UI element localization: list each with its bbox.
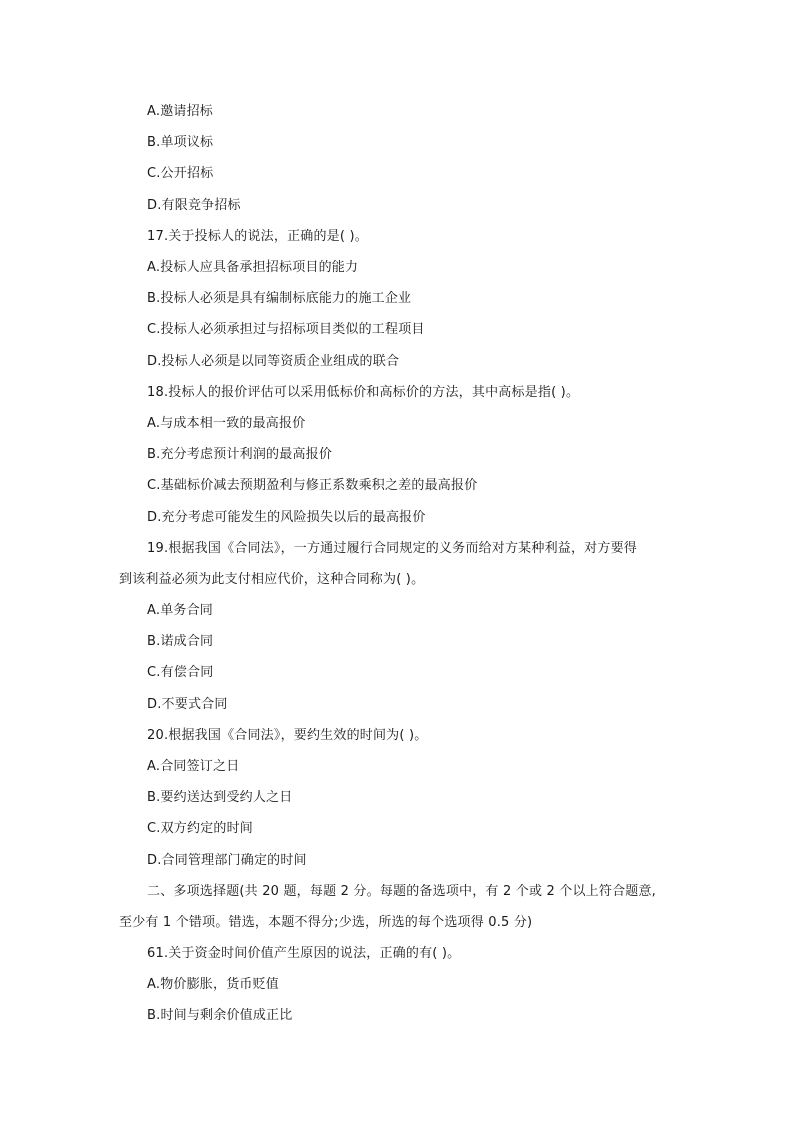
q16-option-a: A.邀请招标 [147, 104, 213, 119]
q20-stem: 20.根据我国《合同法》，要约生效的时间为( )。 [147, 728, 428, 743]
q16-option-d: D.有限竞争招标 [147, 198, 241, 213]
q17-option-b: B.投标人必须是具有编制标底能力的施工企业 [147, 291, 412, 306]
q20-option-b: B.要约送达到受约人之日 [147, 790, 293, 805]
q18-option-a: A.与成本相一致的最高报价 [147, 416, 306, 431]
q20-option-c: C.双方约定的时间 [147, 821, 254, 836]
q16-option-c: C.公开招标 [147, 166, 214, 181]
section2-heading-line2: 至少有 1 个错项。错选，本题不得分;少选，所选的每个选项得 0.5 分) [119, 915, 533, 930]
q19-stem-line2: 到该利益必须为此支付相应代价，这种合同称为( )。 [119, 572, 425, 587]
q19-stem-line1: 19.根据我国《合同法》，一方通过履行合同规定的义务而给对方某种利益，对方要得 [147, 541, 637, 556]
q17-stem: 17.关于投标人的说法，正确的是( )。 [147, 229, 368, 244]
q20-option-a: A.合同签订之日 [147, 759, 240, 774]
q61-option-b: B.时间与剩余价值成正比 [147, 1008, 293, 1023]
q61-option-a: A.物价膨胀，货币贬值 [147, 977, 279, 992]
q19-option-c: C.有偿合同 [147, 665, 214, 680]
q16-option-b: B.单项议标 [147, 135, 214, 150]
q19-option-b: B.诺成合同 [147, 634, 214, 649]
q19-option-a: A.单务合同 [147, 603, 213, 618]
q18-stem: 18.投标人的报价评估可以采用低标价和高标价的方法，其中高标是指( )。 [147, 385, 580, 400]
q20-option-d: D.合同管理部门确定的时间 [147, 853, 307, 868]
q18-option-d: D.充分考虑可能发生的风险损失以后的最高报价 [147, 510, 426, 525]
q17-option-c: C.投标人必须承担过与招标项目类似的工程项目 [147, 322, 425, 337]
q18-option-b: B.充分考虑预计利润的最高报价 [147, 447, 333, 462]
q19-option-d: D.不要式合同 [147, 697, 228, 712]
q17-option-a: A.投标人应具备承担招标项目的能力 [147, 260, 359, 275]
q17-option-d: D.投标人必须是以同等资质企业组成的联合 [147, 354, 400, 369]
q18-option-c: C.基础标价减去预期盈利与修正系数乘积之差的最高报价 [147, 478, 478, 493]
section2-heading-line1: 二、多项选择题(共 20 题，每题 2 分。每题的备选项中，有 2 个或 2 个以上符合题意, [147, 884, 657, 899]
q61-stem: 61.关于资金时间价值产生原因的说法，正确的有( )。 [147, 946, 461, 961]
